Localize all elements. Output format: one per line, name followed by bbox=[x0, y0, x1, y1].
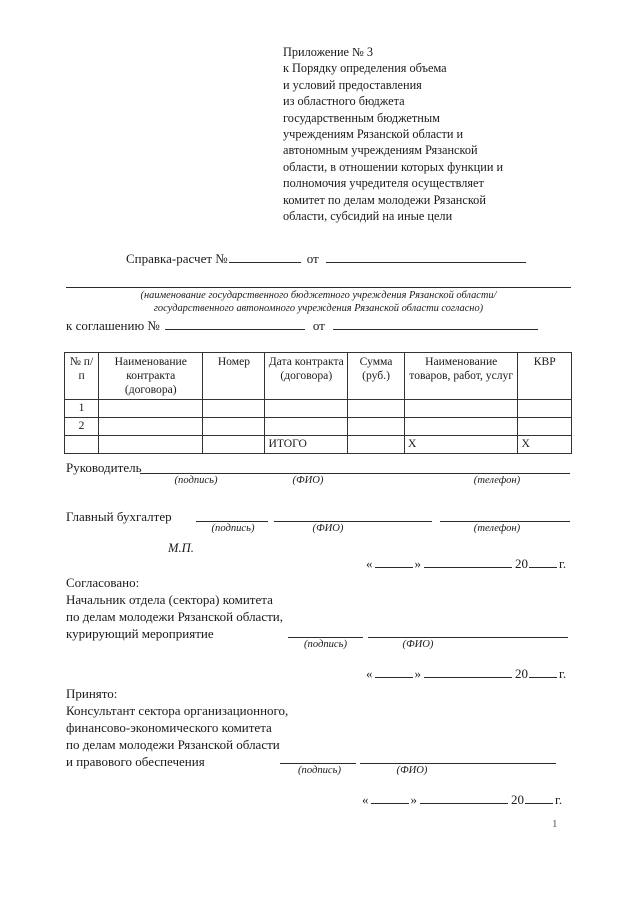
approved-heading: Согласовано: bbox=[66, 575, 140, 590]
date-day-input-3[interactable] bbox=[371, 791, 409, 804]
cell-row1-number: 1 bbox=[65, 400, 99, 418]
appendix-line-7: области, в отношении которых функции и bbox=[283, 159, 504, 174]
table-row[interactable] bbox=[65, 400, 572, 418]
date-day-input-1[interactable] bbox=[375, 555, 413, 568]
cell-row2-contract-name[interactable] bbox=[99, 418, 203, 436]
agreement-date-input[interactable] bbox=[333, 317, 538, 330]
accepted-line-3: и правового обеспечения bbox=[66, 754, 205, 769]
appendix-line-8: полномочия учредителя осуществляет bbox=[283, 176, 484, 191]
date-year-suffix: г. bbox=[559, 556, 567, 571]
appendix-line-3: из областного бюджета bbox=[283, 94, 405, 109]
cell-total-sum[interactable] bbox=[348, 436, 405, 454]
certificate-number-input[interactable] bbox=[229, 250, 301, 263]
date-year-prefix: 20 bbox=[515, 666, 528, 681]
appendix-line-4: государственным бюджетным bbox=[283, 110, 440, 125]
table-total-row bbox=[65, 436, 572, 454]
cell-total-contract-name bbox=[99, 436, 203, 454]
date-year-suffix: г. bbox=[559, 666, 567, 681]
total-label: ИТОГО bbox=[265, 436, 348, 454]
cell-total-kvr: X bbox=[518, 436, 572, 454]
accountant-signature-caption: (подпись) bbox=[211, 523, 255, 534]
date-stamp-3 bbox=[362, 791, 562, 808]
table-header-contract-name: Наименование контракта (договора) bbox=[99, 353, 203, 400]
agreement-row bbox=[66, 317, 571, 334]
date-year-prefix: 20 bbox=[511, 792, 524, 807]
director-signature-caption: (подпись) bbox=[174, 475, 218, 486]
cell-row1-sum[interactable] bbox=[348, 400, 405, 418]
stamp-label: М.П. bbox=[168, 541, 194, 555]
accountant-fullname-input[interactable] bbox=[274, 521, 432, 522]
accountant-phone-caption: (телефон) bbox=[473, 523, 521, 534]
date-stamp-2 bbox=[366, 665, 566, 682]
cell-row1-contract-date[interactable] bbox=[265, 400, 348, 418]
cell-row2-goods-name[interactable] bbox=[404, 418, 518, 436]
date-day-input-2[interactable] bbox=[375, 665, 413, 678]
accepted-signature-caption: (подпись) bbox=[298, 765, 341, 776]
certificate-title-row bbox=[126, 250, 576, 267]
certificate-date-label: от bbox=[306, 251, 319, 266]
cell-row1-contract-number[interactable] bbox=[203, 400, 265, 418]
director-label: Руководитель bbox=[66, 460, 142, 475]
table-header-contract-date: Дата контракта (договора) bbox=[265, 353, 348, 400]
cell-row1-contract-name[interactable] bbox=[99, 400, 203, 418]
appendix-line-2: и условий предоставления bbox=[283, 77, 422, 92]
appendix-line-0: Приложение № 3 bbox=[283, 45, 374, 59]
date-year-prefix: 20 bbox=[515, 556, 528, 571]
table-header-number: № п/п bbox=[65, 353, 99, 400]
accepted-line-1: финансово-экономического комитета bbox=[66, 720, 272, 735]
date-quote-open: « bbox=[366, 666, 373, 681]
date-year-input-2[interactable] bbox=[529, 665, 557, 678]
director-signature-input[interactable] bbox=[140, 473, 570, 474]
approved-signature-input[interactable] bbox=[288, 637, 363, 638]
appendix-line-6: автономным учреждениям Рязанской bbox=[283, 143, 478, 158]
appendix-line-9: комитет по делам молодежи Рязанской bbox=[283, 192, 486, 207]
appendix-header bbox=[283, 44, 573, 224]
table-header-goods-name: Наименование товаров, работ, услуг bbox=[404, 353, 518, 400]
table-header-contract-number: Номер bbox=[203, 353, 265, 400]
cell-row2-sum[interactable] bbox=[348, 418, 405, 436]
appendix-line-1: к Порядку определения объема bbox=[283, 61, 447, 76]
accepted-fullname-input[interactable] bbox=[360, 763, 556, 764]
accountant-label: Главный бухгалтер bbox=[66, 509, 172, 524]
director-phone-caption: (телефон) bbox=[473, 475, 521, 486]
agreement-label: к соглашению № bbox=[66, 318, 160, 333]
appendix-line-10: области, субсидий на иные цели bbox=[283, 209, 453, 224]
approved-signature-caption: (подпись) bbox=[304, 639, 347, 650]
approved-line-0: Начальник отдела (сектора) комитета bbox=[66, 592, 273, 607]
approved-fullname-input[interactable] bbox=[368, 637, 568, 638]
cell-row2-contract-date[interactable] bbox=[265, 418, 348, 436]
date-year-input-3[interactable] bbox=[525, 791, 553, 804]
date-year-suffix: г. bbox=[555, 792, 563, 807]
date-quote-close: » bbox=[414, 556, 421, 571]
organization-caption-line1: (наименование государственного бюджетного учреждения Рязанской области/ bbox=[140, 290, 497, 301]
accepted-heading: Принято: bbox=[66, 686, 118, 701]
cell-total-goods-name: X bbox=[404, 436, 518, 454]
organization-caption-line2: государственного автономного учреждения Рязанской области согласно) bbox=[153, 303, 484, 314]
contracts-table bbox=[64, 352, 572, 454]
table-header-kvr: КВР bbox=[518, 353, 572, 400]
accountant-phone-input[interactable] bbox=[440, 521, 570, 522]
date-quote-open: « bbox=[362, 792, 369, 807]
accountant-signature-input[interactable] bbox=[196, 521, 268, 522]
accepted-signature-input[interactable] bbox=[280, 763, 356, 764]
date-year-input-1[interactable] bbox=[529, 555, 557, 568]
cell-row1-kvr[interactable] bbox=[518, 400, 572, 418]
cell-row2-number: 2 bbox=[65, 418, 99, 436]
date-stamp-1 bbox=[366, 555, 566, 572]
cell-row2-contract-number[interactable] bbox=[203, 418, 265, 436]
cell-row2-kvr[interactable] bbox=[518, 418, 572, 436]
cell-row1-goods-name[interactable] bbox=[404, 400, 518, 418]
accepted-fullname-caption: (ФИО) bbox=[396, 765, 428, 776]
certificate-date-input[interactable] bbox=[326, 250, 526, 263]
date-quote-open: « bbox=[366, 556, 373, 571]
approved-fullname-caption: (ФИО) bbox=[402, 639, 434, 650]
date-quote-close: » bbox=[410, 792, 417, 807]
table-header-sum: Сумма (руб.) bbox=[348, 353, 405, 400]
accountant-fullname-caption: (ФИО) bbox=[312, 523, 344, 534]
appendix-line-5: учреждениям Рязанской области и bbox=[283, 127, 464, 142]
date-quote-close: » bbox=[414, 666, 421, 681]
cell-total-contract-number bbox=[203, 436, 265, 454]
accepted-line-0: Консультант сектора организационного, bbox=[66, 703, 289, 718]
certificate-title-label: Справка-расчет № bbox=[126, 251, 228, 266]
page-number: 1 bbox=[552, 818, 558, 830]
organization-name-input[interactable] bbox=[66, 287, 571, 288]
table-header-row bbox=[65, 353, 572, 400]
accepted-line-2: по делам молодежи Рязанской области bbox=[66, 737, 280, 752]
agreement-number-input[interactable] bbox=[165, 317, 305, 330]
table-row[interactable] bbox=[65, 418, 572, 436]
cell-total-number bbox=[65, 436, 99, 454]
date-month-input-2[interactable] bbox=[424, 665, 512, 678]
date-month-input-3[interactable] bbox=[420, 791, 508, 804]
approved-line-2: курирующий мероприятие bbox=[66, 626, 214, 641]
agreement-date-label: от bbox=[312, 318, 325, 333]
approved-line-1: по делам молодежи Рязанской области, bbox=[66, 609, 283, 624]
director-fullname-caption: (ФИО) bbox=[292, 475, 324, 486]
date-month-input-1[interactable] bbox=[424, 555, 512, 568]
